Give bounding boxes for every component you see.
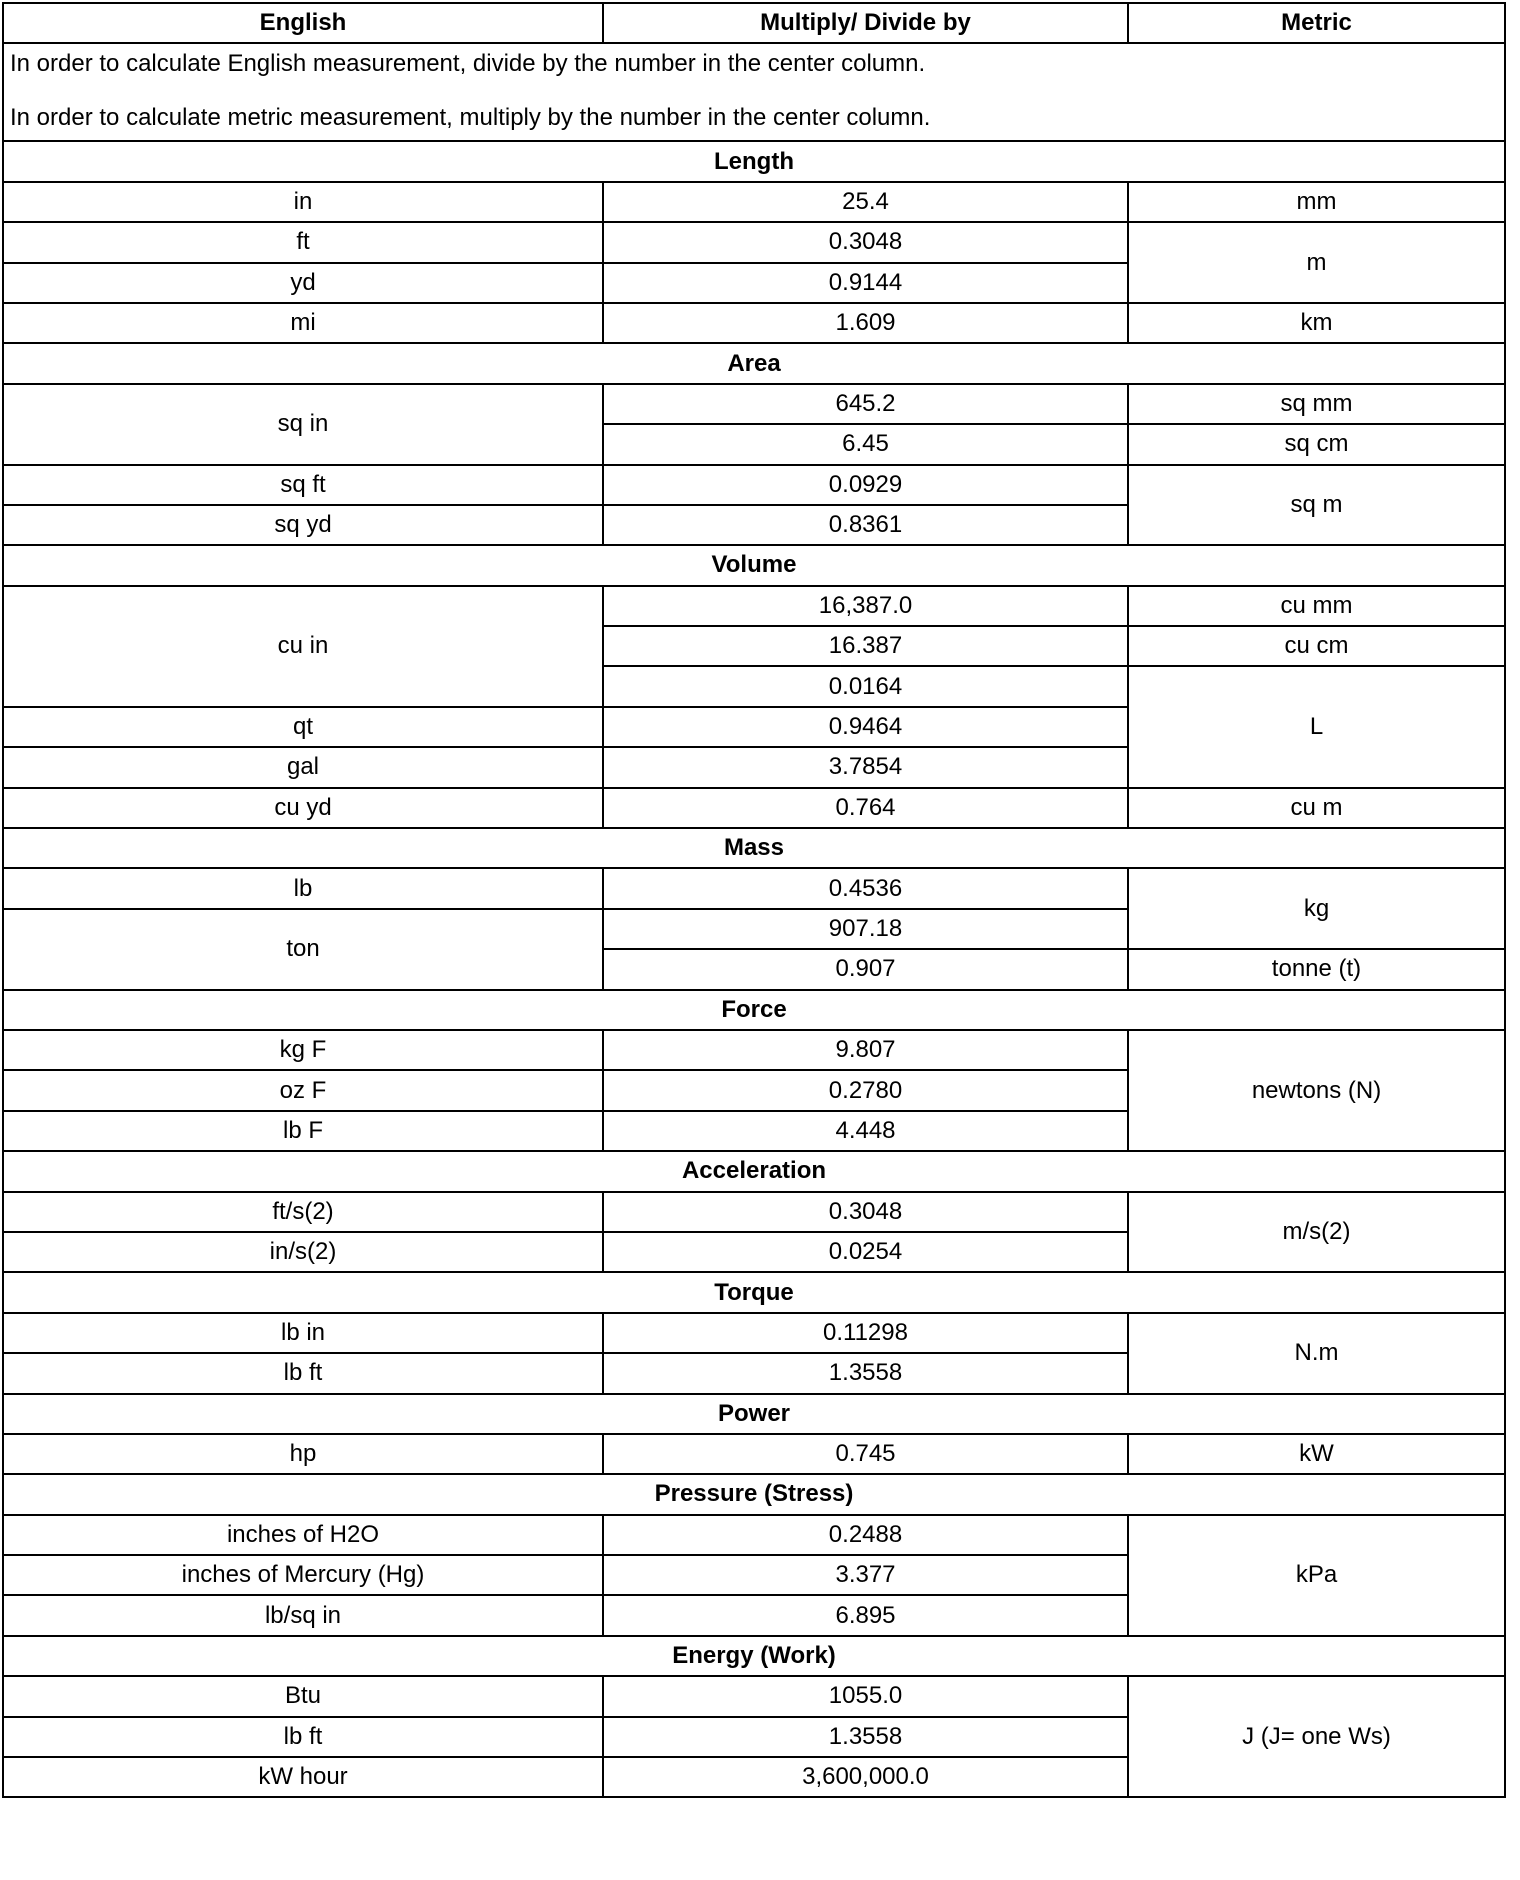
- english-unit-cell: cu yd: [3, 788, 603, 828]
- conversion-factor-cell: 907.18: [603, 909, 1128, 949]
- english-unit-cell: sq ft: [3, 465, 603, 505]
- english-unit-cell: kg F: [3, 1030, 603, 1070]
- english-unit-cell: lb/sq in: [3, 1595, 603, 1635]
- conversion-factor-cell: 4.448: [603, 1111, 1128, 1151]
- section-header-row: [3, 1394, 1505, 1434]
- header-row: [3, 3, 1505, 43]
- conversion-factor-cell: 0.0929: [603, 465, 1128, 505]
- instruction-english: In order to calculate English measurement, divide by the number in the center column.: [10, 50, 926, 78]
- conversion-factor-cell: 645.2: [603, 384, 1128, 424]
- column-header-metric: Metric: [1128, 3, 1505, 43]
- metric-unit-cell: J (J= one Ws): [1128, 1676, 1505, 1797]
- english-unit-cell: gal: [3, 747, 603, 787]
- english-unit-cell: in: [3, 182, 603, 222]
- english-unit-cell: lb in: [3, 1313, 603, 1353]
- metric-unit-cell: L: [1128, 666, 1505, 787]
- conversion-factor-cell: 0.8361: [603, 505, 1128, 545]
- conversion-factor-cell: 0.0164: [603, 666, 1128, 706]
- column-header-english: English: [3, 3, 603, 43]
- conversion-factor-cell: 25.4: [603, 182, 1128, 222]
- english-unit-cell: hp: [3, 1434, 603, 1474]
- english-unit-cell: qt: [3, 707, 603, 747]
- metric-unit-cell: cu cm: [1128, 626, 1505, 666]
- section-header-row: [3, 545, 1505, 585]
- conversion-factor-cell: 3.377: [603, 1555, 1128, 1595]
- section-title: Volume: [3, 545, 1505, 585]
- section-title: Force: [3, 990, 1505, 1030]
- conversion-factor-cell: 0.4536: [603, 868, 1128, 908]
- column-header-factor: Multiply/ Divide by: [603, 3, 1128, 43]
- conversion-factor-cell: 3,600,000.0: [603, 1757, 1128, 1797]
- english-unit-cell: cu in: [3, 586, 603, 707]
- instructions-row: [3, 43, 1505, 141]
- english-unit-cell: inches of H2O: [3, 1515, 603, 1555]
- table-row: [3, 222, 1505, 262]
- conversion-factor-cell: 16,387.0: [603, 586, 1128, 626]
- english-unit-cell: Btu: [3, 1676, 603, 1716]
- table-row: [3, 586, 1505, 626]
- conversion-factor-cell: 0.907: [603, 949, 1128, 989]
- table-row: [3, 1515, 1505, 1555]
- instructions-cell: [3, 43, 1505, 141]
- metric-unit-cell: sq cm: [1128, 424, 1505, 464]
- english-unit-cell: in/s(2): [3, 1232, 603, 1272]
- section-title: Energy (Work): [3, 1636, 1505, 1676]
- metric-unit-cell: km: [1128, 303, 1505, 343]
- section-header-row: [3, 141, 1505, 181]
- table-row: [3, 1192, 1505, 1232]
- section-title: Power: [3, 1394, 1505, 1434]
- table-row: [3, 1030, 1505, 1070]
- metric-unit-cell: tonne (t): [1128, 949, 1505, 989]
- conversion-factor-cell: 1.3558: [603, 1717, 1128, 1757]
- section-header-row: [3, 1636, 1505, 1676]
- english-unit-cell: kW hour: [3, 1757, 603, 1797]
- section-title: Torque: [3, 1272, 1505, 1312]
- conversion-factor-cell: 1.3558: [603, 1353, 1128, 1393]
- section-header-row: [3, 1151, 1505, 1191]
- english-unit-cell: lb ft: [3, 1353, 603, 1393]
- table-row: [3, 1676, 1505, 1716]
- conversion-factor-cell: 9.807: [603, 1030, 1128, 1070]
- metric-unit-cell: m: [1128, 222, 1505, 303]
- english-unit-cell: ft: [3, 222, 603, 262]
- section-header-row: [3, 828, 1505, 868]
- conversion-factor-cell: 0.3048: [603, 1192, 1128, 1232]
- instruction-metric: In order to calculate metric measurement, multiply by the number in the center column.: [10, 104, 931, 132]
- conversion-factor-cell: 0.11298: [603, 1313, 1128, 1353]
- table-row: [3, 182, 1505, 222]
- conversion-factor-cell: 0.2488: [603, 1515, 1128, 1555]
- metric-unit-cell: sq mm: [1128, 384, 1505, 424]
- table-row: [3, 1313, 1505, 1353]
- english-unit-cell: sq in: [3, 384, 603, 465]
- metric-unit-cell: sq m: [1128, 465, 1505, 546]
- section-header-row: [3, 343, 1505, 383]
- section-title: Length: [3, 141, 1505, 181]
- conversion-factor-cell: 0.9144: [603, 263, 1128, 303]
- conversion-table: [2, 2, 1506, 1798]
- metric-unit-cell: kg: [1128, 868, 1505, 949]
- english-unit-cell: ton: [3, 909, 603, 990]
- section-title: Mass: [3, 828, 1505, 868]
- metric-unit-cell: kPa: [1128, 1515, 1505, 1636]
- conversion-factor-cell: 3.7854: [603, 747, 1128, 787]
- table-body: [3, 43, 1505, 1797]
- table-row: [3, 384, 1505, 424]
- metric-unit-cell: kW: [1128, 1434, 1505, 1474]
- section-title: Acceleration: [3, 1151, 1505, 1191]
- english-unit-cell: inches of Mercury (Hg): [3, 1555, 603, 1595]
- metric-unit-cell: mm: [1128, 182, 1505, 222]
- section-header-row: [3, 990, 1505, 1030]
- section-header-row: [3, 1272, 1505, 1312]
- conversion-factor-cell: 1055.0: [603, 1676, 1128, 1716]
- metric-unit-cell: N.m: [1128, 1313, 1505, 1394]
- metric-unit-cell: m/s(2): [1128, 1192, 1505, 1273]
- english-unit-cell: oz F: [3, 1070, 603, 1110]
- conversion-factor-cell: 16.387: [603, 626, 1128, 666]
- conversion-factor-cell: 0.764: [603, 788, 1128, 828]
- table-row: [3, 1434, 1505, 1474]
- section-title: Area: [3, 343, 1505, 383]
- table-row: [3, 303, 1505, 343]
- english-unit-cell: lb: [3, 868, 603, 908]
- english-unit-cell: ft/s(2): [3, 1192, 603, 1232]
- metric-unit-cell: cu mm: [1128, 586, 1505, 626]
- conversion-factor-cell: 6.895: [603, 1595, 1128, 1635]
- metric-unit-cell: cu m: [1128, 788, 1505, 828]
- english-unit-cell: sq yd: [3, 505, 603, 545]
- conversion-factor-cell: 6.45: [603, 424, 1128, 464]
- section-title: Pressure (Stress): [3, 1474, 1505, 1514]
- table-row: [3, 868, 1505, 908]
- conversion-factor-cell: 0.2780: [603, 1070, 1128, 1110]
- table-row: [3, 465, 1505, 505]
- conversion-factor-cell: 0.3048: [603, 222, 1128, 262]
- english-unit-cell: yd: [3, 263, 603, 303]
- english-unit-cell: lb F: [3, 1111, 603, 1151]
- conversion-factor-cell: 1.609: [603, 303, 1128, 343]
- conversion-factor-cell: 0.0254: [603, 1232, 1128, 1272]
- english-unit-cell: mi: [3, 303, 603, 343]
- conversion-factor-cell: 0.745: [603, 1434, 1128, 1474]
- table-row: [3, 788, 1505, 828]
- conversion-factor-cell: 0.9464: [603, 707, 1128, 747]
- english-unit-cell: lb ft: [3, 1717, 603, 1757]
- section-header-row: [3, 1474, 1505, 1514]
- metric-unit-cell: newtons (N): [1128, 1030, 1505, 1151]
